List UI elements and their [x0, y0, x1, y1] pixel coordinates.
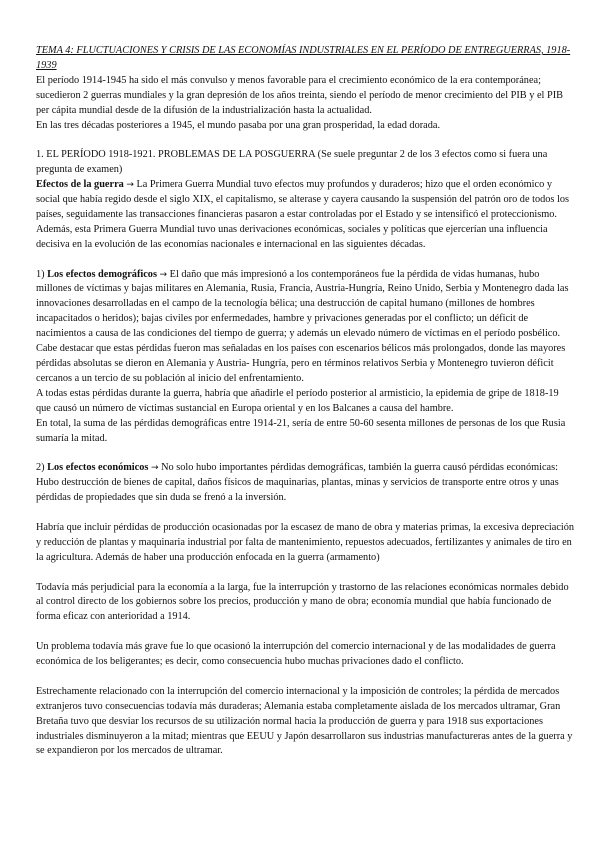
economic-paragraph-2: Hubo destrucción de bienes de capital, daños físicos de maquinarias, plantas, minas y servicios de transporte entre otros y unas pérdidas de propiedades que sin duda se frenó a la inversión. — [36, 477, 559, 504]
demographic-paragraph-3: A todas estas pérdidas durante la guerra, habría que añadirle el período posterior al armisticio, la epidemia de gripe de 1818-19 que causó un número de víctimas sustancial en Europa oriental y en los Balcanes a causa del hambre. — [36, 387, 559, 414]
item-number: 1) — [36, 268, 48, 280]
demographic-text: El daño que más impresionó a los contemporáneos fue la pérdida de vidas humanas, hubo millones de víctimas y bajas militares en Alemania, Rusia, Francia, Austria-Hungría, Reino Unido, Serbia y Montenegro dada las innovaciones desarrolladas en el campo de la tecnología bélica; una destrucción de capital humano (millones de hombres incapacitados o heridos); bajas civiles por enfermedades, hambre y privaciones generadas por el conflicto; un déficit de nacimientos a causa de las condiciones del tiempo de guerra; y además un elevado número de víctimas en el período posbélico. — [36, 268, 569, 340]
paragraph-gap — [36, 133, 576, 148]
section-paragraph: Además, esta Primera Guerra Mundial tuvo unas derivaciones económicas, sociales y políticas que ejercerían una influencia decisiva en la evolución de las economías nacionales e internacional en las siguientes décadas. — [36, 223, 548, 250]
section-heading: 1. EL PERÍODO 1918-1921. PROBLEMAS DE LA POSGUERRA (Se suele preguntar 2 de los 3 efectos como si fuera una pregunta de examen) — [36, 149, 548, 176]
document-title: TEMA 4: FLUCTUACIONES Y CRISIS DE LAS ECONOMÍAS INDUSTRIALES EN EL PERÍODO DE ENTREGUERRAS, 1918-1939 — [36, 45, 571, 71]
demographic-label: Los efectos demográficos — [47, 268, 157, 280]
arrow-icon: → — [150, 463, 159, 474]
arrow-icon: → — [126, 180, 134, 191]
intro-paragraph: El período 1914-1945 ha sido el más convulso y menos favorable para el crecimiento económico de la era contemporánea; sucedieron 2 guerras mundiales y la gran depresión de los años treinta, siendo el período de menor crecimiento del PIB y el PIB per cápita mundial desde de la difusión de la industrialización hasta la actualidad. — [36, 74, 563, 116]
item-number: 2) — [36, 462, 48, 474]
effects-label: Efectos de la guerra — [36, 179, 124, 191]
arrow-icon: → — [159, 269, 168, 280]
paragraph-gap — [36, 625, 576, 640]
effects-paragraph — [36, 178, 576, 223]
economic-paragraph-6: Estrechamente relacionado con la interrupción del comercio internacional y la imposición de controles; la pérdida de mercados extranjeros tuvo consecuencias todavía más duraderas; Alemania estaba completamente aislada de los mercados ultramar, Gran Bretaña tuvo que desviar los recursos de su utilización normal hacia la producción de guerra y para 1918 sus exportaciones industriales disminuyeron a la mitad; mientras que EEUU y Japón desarrollaron sus industrias manufactureras antes de la guerra y se expandieron por los mercados de ultramar. — [36, 685, 573, 757]
paragraph-gap — [36, 446, 576, 461]
economic-paragraph-3: Habría que incluir pérdidas de producción ocasionadas por la escasez de mano de obra y materias primas, la excesiva depreciación y reducción de plantas y maquinaria industrial por falta de mantenimiento, repuestos adecuados, fertilizantes y animales de tiro en la agricultura. Además de haber una producción enfocada en la guerra (armamento) — [36, 521, 575, 563]
intro-paragraph-2: En las tres décadas posteriores a 1945, el mundo pasaba por una gran prosperidad, la edad dorada. — [36, 119, 441, 131]
paragraph-gap — [36, 506, 576, 521]
economic-text: No solo hubo importantes pérdidas demográficas, también la guerra causó pérdidas económicas: — [158, 462, 558, 474]
paragraph-gap — [36, 253, 576, 268]
demographic-paragraph-2: Cabe destacar que estas pérdidas fueron mas señaladas en los países con escenarios bélicos más prolongados, donde las mayores pérdidas absolutas se dieron en Alemania y Austria- Hungría, pero en términos relativos Serbia y Montenegro tuvieron déficit cercanos a un tercio de su población al inicio del enfrentamiento. — [36, 343, 566, 384]
economic-label: Los efectos económicos — [47, 462, 149, 474]
economic-paragraph-4: Todavía más perjudicial para la economía a la larga, fue la interrupción y trastorno de las relaciones económicas normales debido al control directo de los gobiernos sobre los precios, producción y mano de obra; economía mundial que había funcionado de forma eficaz con anterioridad a 1914. — [36, 581, 569, 623]
effects-text: La Primera Guerra Mundial tuvo efectos muy profundos y duraderos; hizo que el orden económico y social que había regido desde el siglo XIX, el capitalismo, se alterase y cayera causando la suspensión del patrón oro de todos los países, seguidamente las transacciones financieras pasaron a estar controladas por el Estado y se intensificó el proteccionismo. — [36, 179, 569, 220]
economic-paragraph — [36, 461, 576, 476]
paragraph-gap — [36, 566, 576, 581]
economic-paragraph-5: Un problema todavía más grave fue lo que ocasionó la interrupción del comercio internacional y de las modalidades de guerra económica de los beligerantes; es decir, como consecuencia hubo muchas privaciones dado el conflicto. — [36, 641, 556, 668]
paragraph-gap — [36, 670, 576, 685]
demographic-paragraph — [36, 268, 576, 343]
demographic-paragraph-4: En total, la suma de las pérdidas demográficas entre 1914-21, sería de entre 50-60 sesenta millones de personas de los que Rusia sumaría la mitad. — [36, 417, 566, 444]
